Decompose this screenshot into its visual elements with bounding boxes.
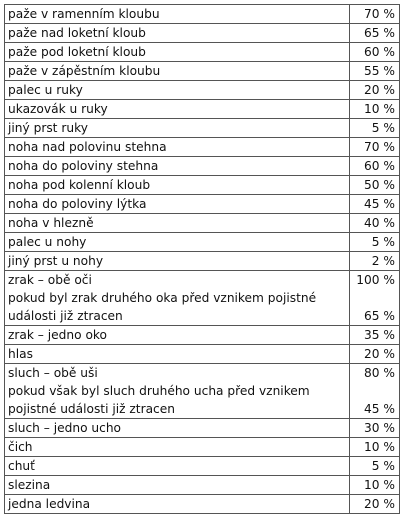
percentage-value: 65 %: [350, 24, 400, 43]
injury-label: chuť: [5, 457, 350, 476]
table-row: [5, 214, 400, 233]
table-row-multiline: [5, 271, 400, 326]
injury-label: sluch – jedno ucho: [5, 419, 350, 438]
percentage-cell: [350, 364, 400, 419]
percentage-value: 80 %: [364, 366, 395, 380]
percentage-value: 35 %: [350, 326, 400, 345]
injury-label: paže v ramenním kloubu: [5, 5, 350, 24]
table-row: [5, 195, 400, 214]
table-row: [5, 345, 400, 364]
injury-label: jiný prst ruky: [5, 119, 350, 138]
percentage-cell: [350, 271, 400, 326]
table-row: [5, 24, 400, 43]
percentage-value: 5 %: [350, 457, 400, 476]
table-row: [5, 176, 400, 195]
injury-label: noha pod kolenní kloub: [5, 176, 350, 195]
injury-label: noha do poloviny lýtka: [5, 195, 350, 214]
injury-label: palec u nohy: [5, 233, 350, 252]
table-row: [5, 495, 400, 514]
percentage-value: 45 %: [350, 195, 400, 214]
percentage-value: 30 %: [350, 419, 400, 438]
condition-note-line-1: pokud byl zrak druhého oka před vznikem pojistné: [8, 291, 317, 305]
injury-label: zrak – obě oči: [8, 273, 92, 287]
percentage-value: 5 %: [350, 119, 400, 138]
table-row: [5, 233, 400, 252]
injury-cell: [5, 364, 350, 419]
percentage-value: 2 %: [350, 252, 400, 271]
injury-label: jedna ledvina: [5, 495, 350, 514]
injury-label: paže pod loketní kloub: [5, 43, 350, 62]
table-row: [5, 119, 400, 138]
injury-cell: [5, 271, 350, 326]
percentage-value: 5 %: [350, 233, 400, 252]
table-row: [5, 476, 400, 495]
injury-label: ukazovák u ruky: [5, 100, 350, 119]
table-row: [5, 81, 400, 100]
percentage-value: 70 %: [350, 5, 400, 24]
percentage-value: 40 %: [350, 214, 400, 233]
injury-label: zrak – jedno oko: [5, 326, 350, 345]
injury-label: paže v zápěstním kloubu: [5, 62, 350, 81]
injury-label: hlas: [5, 345, 350, 364]
table-row: [5, 326, 400, 345]
percentage-value: 20 %: [350, 81, 400, 100]
table-row: [5, 62, 400, 81]
table-row: [5, 138, 400, 157]
percentage-value: 60 %: [350, 43, 400, 62]
injury-label: paže nad loketní kloub: [5, 24, 350, 43]
percentage-value: 100 %: [356, 273, 395, 287]
percentage-value: 10 %: [350, 476, 400, 495]
table-row: [5, 252, 400, 271]
table-row: [5, 419, 400, 438]
percentage-value-reduced: 45 %: [364, 402, 395, 416]
percentage-value: 10 %: [350, 438, 400, 457]
percentage-value: 60 %: [350, 157, 400, 176]
injury-label: jiný prst u nohy: [5, 252, 350, 271]
percentage-value: 20 %: [350, 345, 400, 364]
percentage-value: 50 %: [350, 176, 400, 195]
condition-note-line-2: pojistné události již ztracen: [8, 402, 175, 416]
condition-note-line-1: pokud však byl sluch druhého ucha před vznikem: [8, 384, 310, 398]
injury-label: noha v hlezně: [5, 214, 350, 233]
table-row: [5, 100, 400, 119]
injury-label: čich: [5, 438, 350, 457]
table-row: [5, 5, 400, 24]
percentage-value: 55 %: [350, 62, 400, 81]
injury-label: slezina: [5, 476, 350, 495]
injury-label: noha do poloviny stehna: [5, 157, 350, 176]
table-row: [5, 157, 400, 176]
injury-label: palec u ruky: [5, 81, 350, 100]
injury-label: sluch – obě uši: [8, 366, 98, 380]
table-row: [5, 438, 400, 457]
injury-label: noha nad polovinu stehna: [5, 138, 350, 157]
table-row: [5, 43, 400, 62]
table-row: [5, 457, 400, 476]
percentage-value: 10 %: [350, 100, 400, 119]
percentage-value: 70 %: [350, 138, 400, 157]
percentage-value: 20 %: [350, 495, 400, 514]
condition-note-line-2: události již ztracen: [8, 309, 123, 323]
compensation-table: [4, 4, 400, 514]
percentage-value-reduced: 65 %: [364, 309, 395, 323]
table-row-multiline: [5, 364, 400, 419]
